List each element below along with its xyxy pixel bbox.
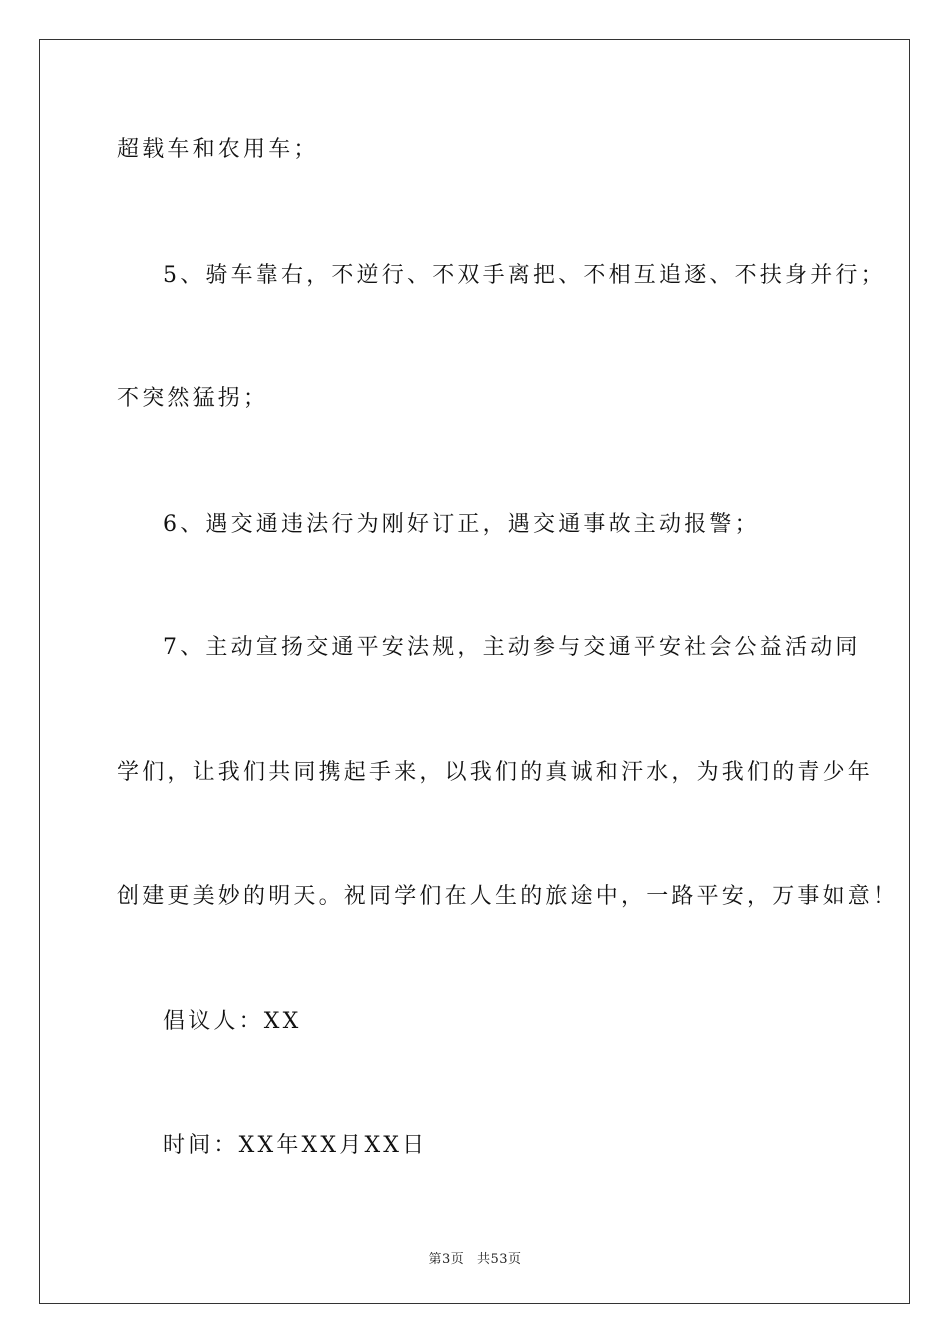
text-line-2: 5、骑车靠右，不逆行、不双手离把、不相互追逐、不扶身并行；	[163, 263, 886, 288]
text-line-7: 创建更美妙的明天。祝同学们在人生的旅途中，一路平安，万事如意！	[117, 884, 899, 909]
text-line-4: 6、遇交通违法行为刚好订正，遇交通事故主动报警；	[163, 512, 760, 537]
text-line-5: 7、主动宣扬交通平安法规，主动参与交通平安社会公益活动同	[163, 635, 861, 660]
page-footer	[0, 1248, 950, 1267]
page-total: 共53页	[476, 1252, 522, 1267]
text-line-6: 学们，让我们共同携起手来，以我们的真诚和汗水，为我们的青少年	[117, 760, 874, 785]
text-line-1: 超载车和农用车；	[117, 137, 319, 162]
date-line: 时间：XX年XX月XX日	[163, 1133, 428, 1158]
page-frame	[39, 39, 910, 1304]
page-current: 第3页	[428, 1252, 465, 1267]
signatory-line: 倡议人：XX	[163, 1009, 302, 1034]
text-line-3: 不突然猛拐；	[117, 386, 269, 411]
